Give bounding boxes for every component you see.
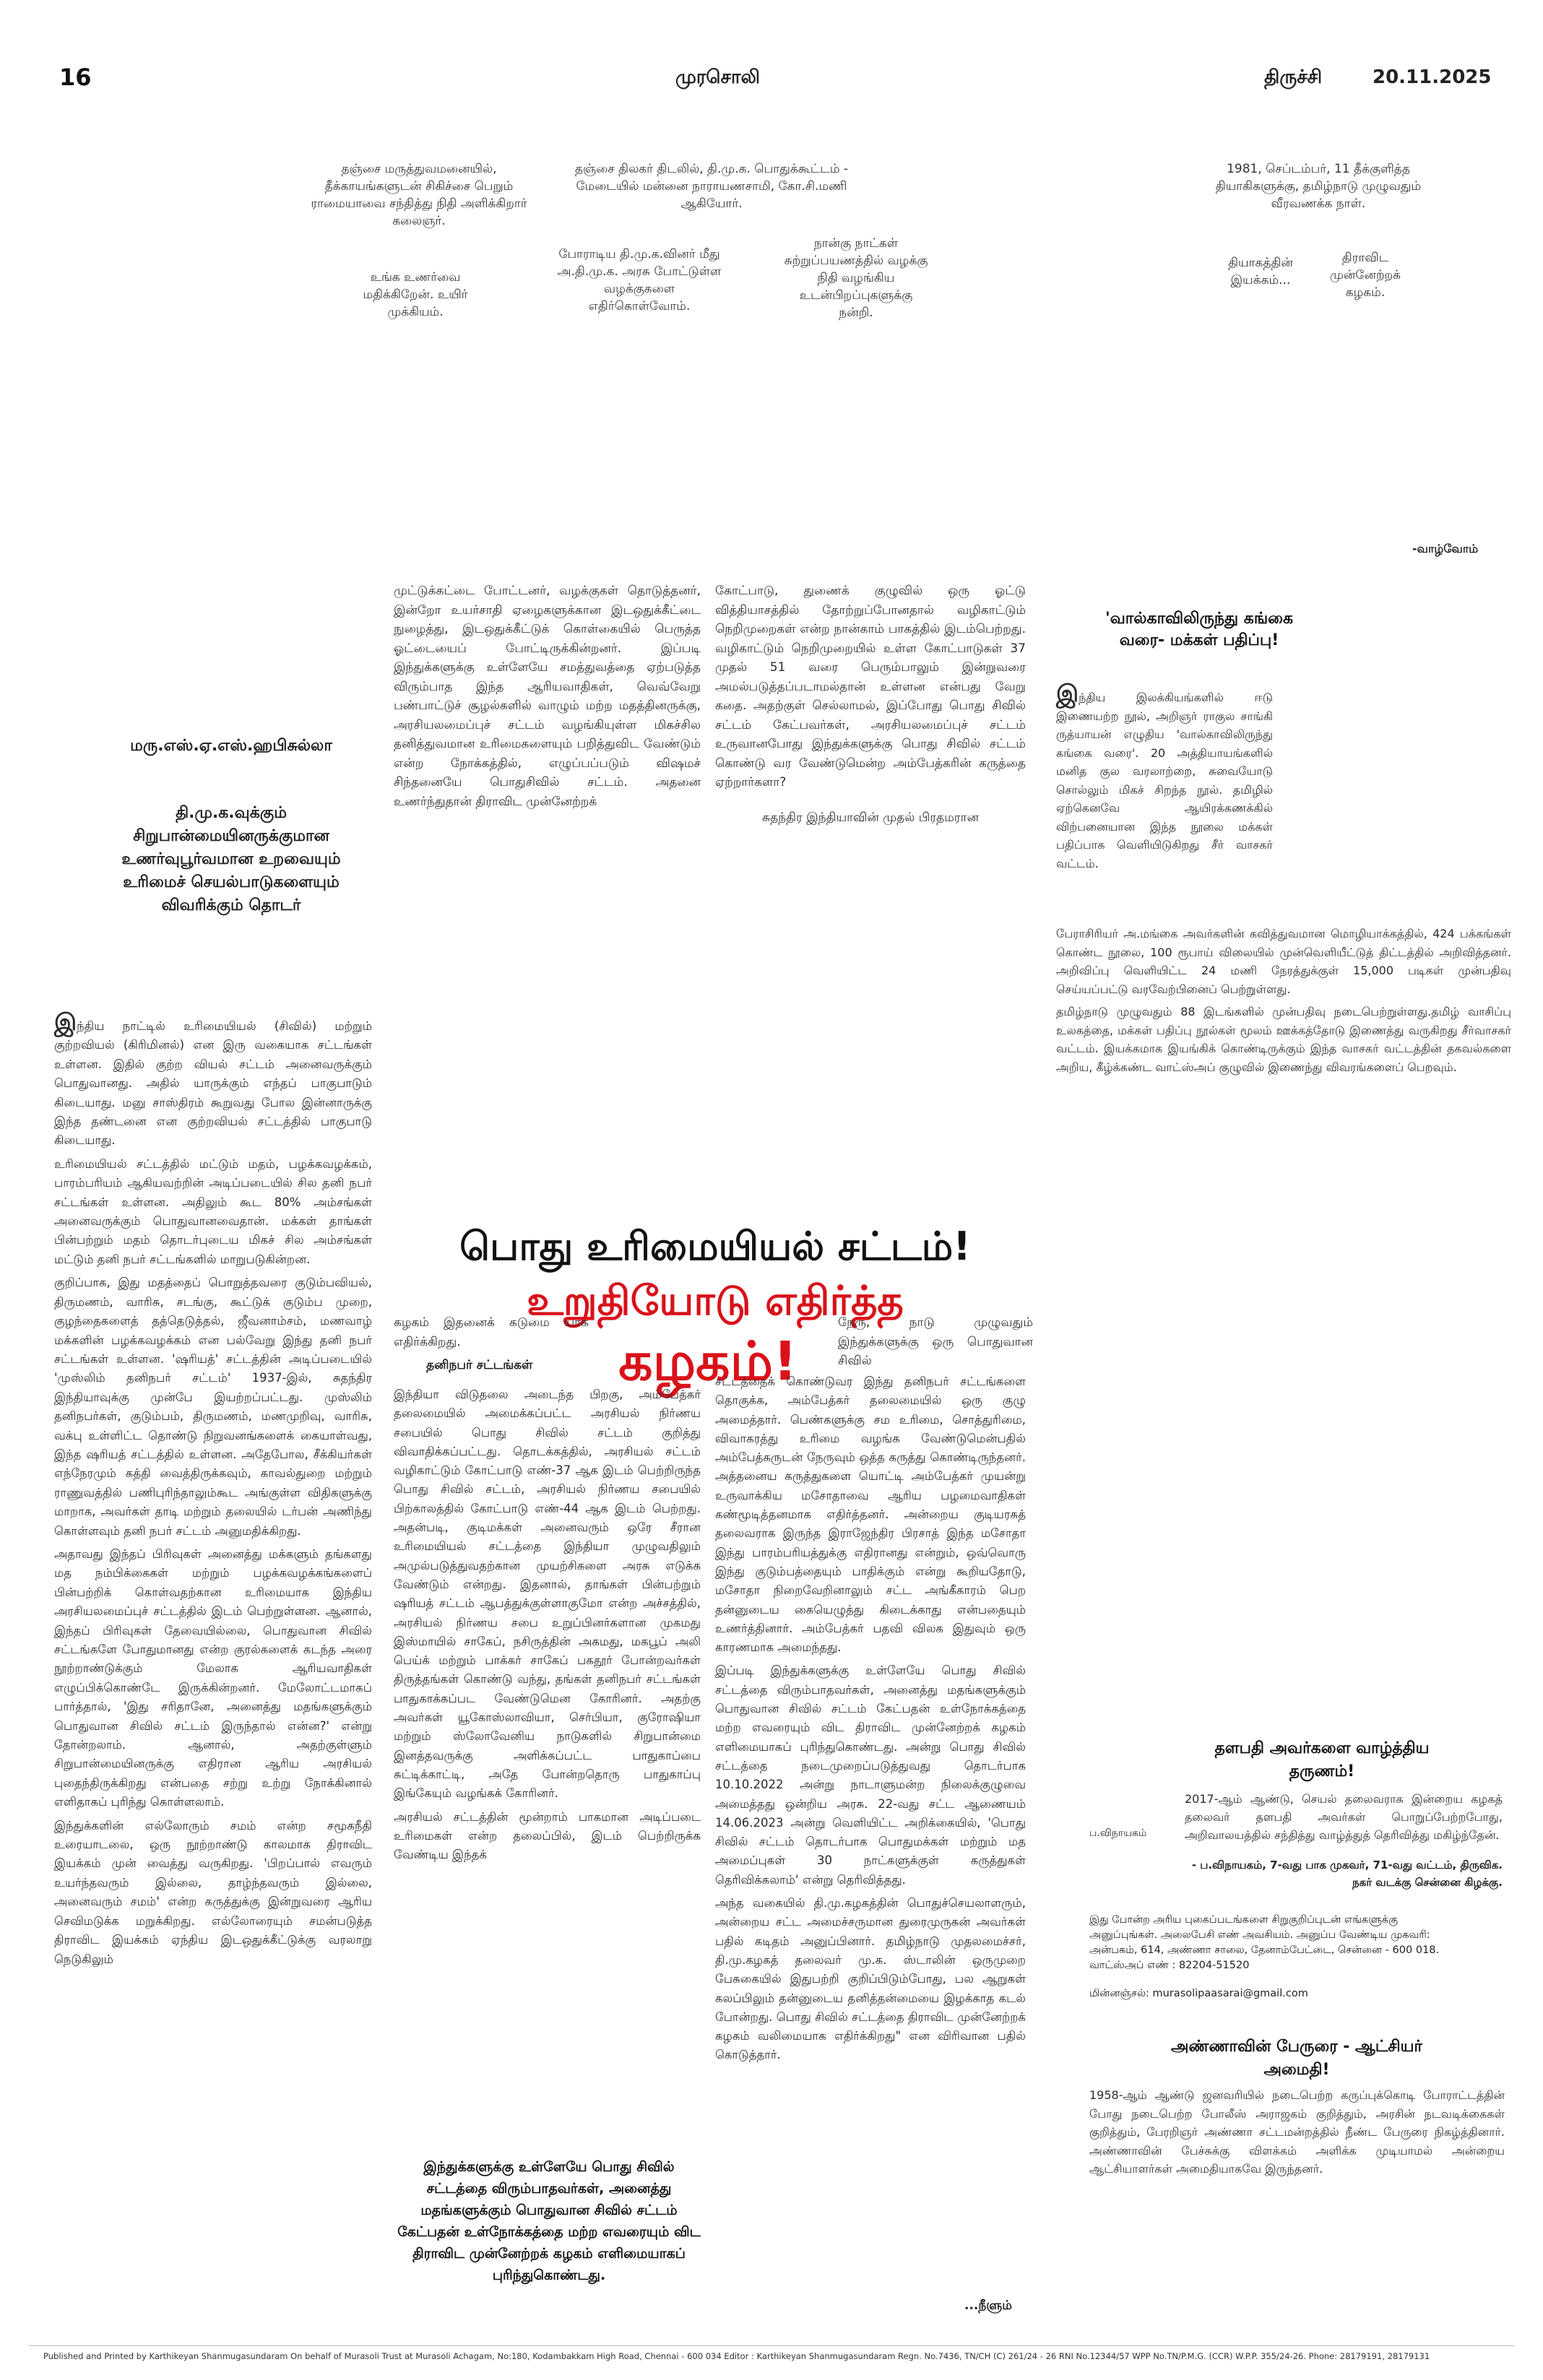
paragraph: இந்தியா விடுதலை அடைந்த பிறகு, அம்பேத்கர் தலைமையில் அமைக்கப்பட்ட அரசியல் நிர்ணய சபையில் பொது சிவில் சட்டம் குறித்து விவாதிக்கப்பட்டது. தொடக்கத்தில், அரசியல் சட்டம் வழிகாட்டும் கோட்பாடு எண்-37 ஆக இடம் பெற்றிருந்த பொது சிவில் சட்டம், அரசியல் நிர்ணய சபையில் பிற்காலத்தில் கோட்பாடு எண்-44 ஆக இடம் பெற்றது. அதன்படி, குடிமக்கள் அனைவரும் ஒரே சீரான உரிமையியல் சட்டத்தை இந்தியா முழுவதிலும் அமுல்படுத்துவதற்கான முயற்சிகளை அரசு எடுக்க வேண்டும் என்றது. இதனால், தாங்கள் பின்பற்றும் ஷரியத் சட்டம் ஆபத்துக்குள்ளாகுமோ என்ற அச்சத்தில், அரசியல் நிர்ணய சபை உறுப்பினர்களான முகமது இஸ்மாயில் சாகேப், நசிருத்தின் அகமது, மகபூப் அலி பெய்க் மற்றும் பாக்கர் சாகேப் பகதூர் போன்றவர்கள் திருத்தங்கள் கொண்டு வந்து, தங்கள் தனிநபர் சட்டங்கள் பாதுகாக்கப்பட வேண்டுமென கோரினர். அதற்கு அவர்கள் யூகோஸ்லாவியா, செர்பியா, குரோஷியா மற்றும் ஸ்லோவேனிய நாடுகளில் சிறுபான்மை இனத்தவருக்கு அளிக்கப்பட்ட பாதுகாப்பை சுட்டிக்காட்டி, அதே போன்றதொரு பாதுகாப்பு இங்கேயும் வழங்கக் கோரினர். xyxy=(394,1388,701,1801)
photo-caption: தஞ்சை திலகர் திடலில், தி.மு.க. பொதுக்கூட்டம் - மேடையில் மன்னை நாராயணசாமி, கோ.சி.மணி ஆகியோர். xyxy=(574,162,849,211)
intro-line: தி.மு.க.வுக்கும் xyxy=(176,804,287,822)
article-author: மரு.எஸ்.ஏ.எஸ்.ஹபிசுல்லா xyxy=(130,737,332,755)
article-intro xyxy=(79,802,383,917)
photo-caption: உங்க உணர்வை மதிக்கிறேன். உயிர் முக்கியம். xyxy=(363,270,468,319)
paragraph: உரிமையியல் சட்டத்தில் மட்டும் மதம், பழக்கவழக்கம், பாரம்பரியம் ஆகியவற்றின் அடிப்படையில் சில தனி நபர் சட்டங்கள் உள்ளன. அதிலும் கூட 80% அம்சங்கள் அனைவருக்கும் பொதுவானவைதான். மக்கள் தாங்கள் பின்பற்றும் மதம் தொடர்புடைய மிகச் சில அம்சங்கள் மட்டும் தனி நபர் சட்டங்களில் மாறுபடுகின்றன. xyxy=(54,1156,372,1266)
sidebar-item-text: 1958-ஆம் ஆண்டு ஜனவரியில் நடைபெற்ற கருப்புக்கொடி போராட்டத்தின் போது நடைபெற்ற போலீஸ் அராஜகம் குறித்தும், அரசின் நடவடிக்கைகள் குறித்தும், பேரறிஞர் அண்ணா சட்டமன்றத்தில் நீண்ட பேருரை நிகழ்த்தினார். அண்ணாவின் பேச்சுக்கு விளக்கம் அளிக்க முடியாமல் அன்றைய ஆட்சியாளர்கள் அமைதியாகவே இருந்தனர். xyxy=(1089,2088,1505,2176)
sidebar-item-text xyxy=(1056,680,1273,877)
paragraph: முட்டுக்கட்டை போட்டனர், வழக்குகள் தொடுத்தனர், இன்றோ உயர்சாதி ஏழைகளுக்கான இடஒதுக்கீட்டை நுழைத்து, இடஒதுக்கீட்டுக் கொள்கையில் பெருத்த ஓட்டையைப் போட்டிருக்கின்றனர். இப்படி இந்துக்களுக்கு உள்ளேயே சமத்துவத்தை ஏற்படுத்த விரும்பாத இந்த ஆரியவாதிகள், வெவ்வேறு பண்பாட்டுச் சூழல்களில் வாழும் மற்ற மதத்தினருக்கு, அரசியலமைப்புச் சட்டம் வழங்கியுள்ள மிகச்சில தனித்துவமான உரிமைகளையும் பறித்துவிட வேண்டும் என்ற நோக்கத்தில், எழுப்பப்படும் விஷமச் சிந்தனையே பொதுசிவில் சட்டம். அதனை உணர்ந்துதான் திராவிட முன்னேற்றக் xyxy=(394,584,701,809)
intro-line: சிறுபான்மையினருக்குமான xyxy=(133,827,329,845)
masthead-title: முரசொலி xyxy=(675,66,760,88)
continued-marker: ...நீளும் xyxy=(964,2298,1012,2313)
paragraph: இந்திய இலக்கியங்களில் ஈடு இணையற்ற நூல், அறிஞர் ராகுல சாங்கி ருத்யாயன் எழுதிய 'வால்காவிலிருந்து கங்கை வரை'. 20 அத்தியாயங்களில் மனித குல வரலாற்றை, சுவையோடு சொல்லும் மிகச் சிறந்த நூல். தமிழில் ஏற்கெனவே ஆயிரக்கணக்கில் விற்பனையான இந்த நூலை மக்கள் பதிப்பாக வெளியிடுகிறது சீர் வாசகர் வட்டம். xyxy=(1056,680,1273,870)
edition-city: திருச்சி xyxy=(1264,66,1323,88)
photo-caption: நான்கு நாட்கள் சுற்றுப்பயணத்தில் வழக்கு நிதி வழங்கிய உடன்பிறப்புகளுக்கு நன்றி. xyxy=(784,236,928,320)
article-column-2-bottom xyxy=(394,1385,701,1869)
paragraph: அதாவது இந்தப் பிரிவுகள் அனைத்து மக்களும் தங்களது மத நம்பிக்கைகள் மற்றும் பழக்கவழக்கங்களைப் பின்பற்றிக் கொள்வதற்கான உரிமையாக இந்திய அரசியலமைப்புச் சட்டத்தில் இடம் பெற்றுள்ளன. ஆனால், இந்தப் பிரிவுகள் தேவையில்லை, பொதுவான சிவில் சட்டங்களே போதுமானது என்ற குரல்களைக் கடந்த அரை நூற்றாண்டுக்கும் மேலாக ஆரியவாதிகள் எழுப்பிக்கொண்டே இருக்கின்றனர். மேலோட்டமாகப் பார்த்தால், 'இது சரிதானே, அனைத்து மதங்களுக்கும் பொதுவான சிவில் சட்டம் இருந்தால் என்ன?' என்று தோன்றலாம். ஆனால், அதற்குள்ளும் சிறுபான்மையினருக்கு எதிரான ஆரிய அரசியல் புதைந்திருக்கிறது என்பதை சற்று உற்று நோக்கினால் எளிதாகப் புரிந்து கொள்ளலாம். xyxy=(54,1546,372,1809)
submission-notice: இது போன்ற அரிய புகைப்படங்களை சிறுகுறிப்புடன் எங்களுக்கு அனுப்புங்கள். அலைபேசி எண் அவசியம். அனுப்ப வேண்டிய முகவரி: அன்பகம், 614, அண்ணா சாலை, தேனாம்பேட்டை, சென்னை - 600 018. வாட்ஸ்அப் எண் : 82204-51520 xyxy=(1089,1914,1440,1971)
paragraph: குறிப்பாக, இது மதத்தைப் பொறுத்தவரை குடும்பவியல், திருமணம், வாரிசு, சடங்கு, கூட்டுக் குடும்ப முறை, குழந்தைகளைத் தத்தெடுத்தல், ஜீவனாம்சம், மணவாழ் மக்களின் பழக்கவழக்கம் என பல்வேறு இந்து தனி நபர் சட்டங்கள் உள்ளன. 'ஷரியத்' சட்டத்தின் அடிப்படையில் 'முஸ்லிம் தனிநபர் சட்டம்' 1937-இல், சுதந்திர இந்தியாவுக்கு முன்பே இயற்றப்பட்டது. முஸ்லிம் தனிநபர்கள், குடும்பம், திருமணம், மணமுறிவு, வாரிசு, வக்பு உள்ளிட்ட தொண்டு நிறுவனங்களைக் கையாள்வது, இந்த ஷரியத் சட்டத்தில் உள்ளன. அதேபோல, சீக்கியர்கள் எந்நேரமும் கத்தி வைத்திருக்கவும், காவல்துறை மற்றும் ராணுவத்தில் பணிபுரிந்தாலும்கூட அங்குள்ள விதிகளுக்கு மாறாக, அவர்கள் தாடி மற்றும் தலையில் டர்பன் அணிந்து கொள்ளவும் தனி நபர் சட்டம் அனுமதிக்கிறது. xyxy=(54,1276,372,1538)
sidebar-item-title: தளபதி அவர்களை வாழ்த்திய தருணம்! xyxy=(1214,1739,1430,1780)
intro-line: உரிமைச் செயல்பாடுகளையும் xyxy=(123,873,340,891)
paragraph: இந்திய நாட்டில் உரிமையியல் (சிவில்) மற்றும் குற்றவியல் (கிரிமினல்) என இரு வகையாக சட்டங்கள் உள்ளன. இதில் குற்ற வியல் சட்டம் அனைவருக்கும் பொதுவானது. அதில் யாருக்கும் எந்தப் பாகுபாடும் கிடையாது. மனு சாஸ்திரம் கூறுவது போல இன்னாருக்கு இந்த தண்டனை என குற்றவியல் சட்டத்தில் பாகுபாடு கிடையாது. xyxy=(54,1008,372,1148)
headline-line-3: கழகம்! xyxy=(618,1330,798,1393)
photo-label: ப.விநாயகம் xyxy=(1089,1827,1147,1839)
paragraph: சுதந்திர இந்தியாவின் முதல் பிரதமரான xyxy=(762,810,979,825)
column-3-lead: நேரு, நாடு முழுவதும் இந்துக்களுக்கு ஒரு பொதுவான சிவில் xyxy=(838,1315,1033,1368)
photo-caption: திராவிட முன்னேற்றக் கழகம். xyxy=(1330,251,1401,300)
intro-line: விவரிக்கும் தொடர் xyxy=(161,896,301,914)
intro-line: உணர்வுபூர்வமான உறவையும் xyxy=(121,850,341,868)
article-column-1 xyxy=(54,1008,372,1973)
paragraph: அரசியல் சட்டத்தின் மூன்றாம் பாகமான அடிப்படை உரிமைகள் என்ற தலைப்பில், இடம் பெற்றிருக்க வேண்டிய இந்தக் xyxy=(394,1809,701,1862)
page-number: 16 xyxy=(59,64,92,91)
issue-date: 20.11.2025 xyxy=(1373,66,1492,88)
sign-off: -வாழ்வோம் xyxy=(1412,542,1479,555)
paragraph: தமிழ்நாடு முழுவதும் 88 இடங்களில் முன்பதிவு நடைபெற்றுள்ளது.தமிழ் வாசிப்பு உலகத்தை, மக்கள் பதிப்பு நூல்கள் மூலம் ஊக்கத்தோடு இணைத்து வருகிறது சீர்வாசகர் வட்டம். இயக்கமாக இயங்கிக் கொண்டிருக்கும் இந்த வாசகர் வட்டத்தின் தகவல்களை அறிய, கீழ்க்கண்ட வாட்ஸ்அப் குழுவில் இணைந்து விவரங்களைப் பெறவும். xyxy=(1056,1005,1511,1074)
headline-line-1: பொது உரிமையியல் சட்டம்! xyxy=(459,1224,971,1269)
sidebar-item-text xyxy=(1056,925,1511,1081)
sidebar-item-title: 'வால்காவிலிருந்து கங்கை வரை- மக்கள் பதிப்பு! xyxy=(1105,610,1294,649)
photo-caption: 1981, செப்டம்பர், 11 தீக்குளித்த தியாகிகளுக்கு, தமிழ்நாடு முழுவதும் வீரவணக்க நாள். xyxy=(1215,162,1422,211)
subheading: தனிநபர் சட்டங்கள் xyxy=(426,1358,533,1372)
paragraph: இந்துக்களின் எல்லோரும் சமம் என்ற சமூகநீதி உரையாடலை, ஒரு நூற்றாண்டு காலமாக திராவிட இயக்கம் முன் வைத்து வருகிறது. 'பிறப்பால் எவரும் உயர்ந்தவரும் இல்லை, தாழ்ந்தவரும் இல்லை, அனைவரும் சமம்' என்ற கருத்துக்கு இன்றுவரை ஆரிய செவிமடுக்க மறுக்கிறது. எல்லோரையும் சமன்படுத்த திராவிட இயக்கம் ஏந்திய இடஒதுக்கீட்டுக்கு வரலாறு நெடுகிலும் xyxy=(54,1818,372,1966)
article-column-3-bottom xyxy=(715,1372,1026,2069)
article-column-3-top xyxy=(715,581,1026,831)
article-column-2-top xyxy=(394,581,701,815)
paragraph: பேராசிரியர் அ.மங்கை அவர்களின் கவித்துவமான மொழியாக்கத்தில், 424 பக்கங்கள் கொண்ட நூலை, 100 ரூபாய் விலையில் முன்வெளியீட்டுத் திட்டத்தில் அறிவித்தனர். அறிவிப்பு வெளியிட்ட 24 மணி நேரத்துக்குள் 15,000 படிகள் முன்பதிவு செய்யப்பட்டு வரவேற்பினைப் பெற்றுள்ளது. xyxy=(1056,927,1511,996)
sidebar-item-title: அண்ணாவின் பேருரை - ஆட்சியர் அமைதி! xyxy=(1171,2038,1422,2079)
contact-email[interactable]: மின்னஞ்சல்: murasolipaasarai@gmail.com xyxy=(1089,1988,1308,1999)
footer-divider xyxy=(29,2345,1514,2346)
paragraph: கோட்பாடு, துணைக் குழுவில் ஒரு ஓட்டு வித்தியாசத்தில் தோற்றுப்போனதால் வழிகாட்டும் நெறிமுறைகள் என்ற நான்காம் பாகத்தில் இடம்பெற்றது. வழிகாட்டும் நெறிமுறையில் உள்ள கோட்பாடுகள் 37 முதல் 51 வரை பெரும்பாலும் இன்றுவரை அமல்படுத்தப்படாமல்தான் உள்ளன என்பது வேறு கதை. அதற்குள் செல்லாமல், இப்போது பொது சிவில் சட்டம் கேட்பவர்கள், அரசியலமைப்புச் சட்டம் உருவானபோது இந்துக்களுக்கு பொது சிவில் சட்டம் கொண்டு வர வேண்டுமென்ற அம்பேத்கரின் கருத்தை ஏற்றார்களா? xyxy=(715,584,1026,789)
photo-caption: தஞ்சை மருத்துவமனையில், தீக்காயங்களுடன் சிகிச்சை பெறும் ராமையாவை சந்தித்து நிதி அளிக்கிறார் கலைஞர். xyxy=(311,162,527,228)
photo-caption: போராடிய தி.மு.க.வினர் மீது அ.தி.மு.க. அரசு போட்டுள்ள வழக்குகளை எதிர்கொள்வோம். xyxy=(557,247,722,313)
column-2-lead: கழகம் இதனைக் கடுமை யாக எதிர்க்கிறது. xyxy=(394,1315,589,1349)
sidebar-signature: - ப.விநாயகம், 7-வது பாக முகவர், 71-வது வட்டம், திருவிக. நகர் வடக்கு சென்னை கிழக்கு. xyxy=(1191,1858,1503,1889)
paragraph: அந்த வகையில் தி.மு.கழகத்தின் பொதுச்செயலாளரும், அன்றைய சட்ட அமைச்சருமான துரைமுருகன் அவர்கள் பதில் கடிதம் அனுப்பினார். தமிழ்நாடு முதலமைச்சர், தி.மு.கழகத் தலைவர் மு.க. ஸ்டாலின் ஒருமுறை பேசுகையில் இதுபற்றி குறிப்பிடும்போது, பல ஆறுகள் கலப்பிலும் தன்னுடைய தனித்தன்மையை இழக்காத கடல் போன்றது. பொது சிவில் சட்டத்தை திராவிட முன்னேற்றக் கழகம் வலிமையாக எதிர்க்கிறது" என விரிவான பதில் கொடுத்தார். xyxy=(715,1896,1026,2062)
sidebar-item-text: 2017-ஆம் ஆண்டு, செயல் தலைவராக இன்றைய கழகத் தலைவர் தளபதி அவர்கள் பொறுப்பேற்றபோது, அறிவாலயத்தில் சந்தித்து வாழ்த்துத் தெரிவித்து மகிழ்ந்தேன். xyxy=(1185,1792,1503,1842)
photo-caption: தியாகத்தின் இயக்கம்... xyxy=(1228,256,1293,287)
headline-line-2: உறுதியோடு எதிர்த்த xyxy=(527,1278,904,1325)
pull-quote: இந்துக்களுக்கு உள்ளேயே பொது சிவில் சட்டத்தை விரும்பாதவர்கள், அனைத்து மதங்களுக்கும் பொதுவான சிவில் சட்டம் கேட்பதன் உள்நோக்கத்தை மற்ற எவரையும் விட திராவிட முன்னேற்றக் கழகம் எளிமையாகப் புரிந்துகொண்டது. xyxy=(397,2159,701,2283)
imprint-line: Published and Printed by Karthikeyan Shanmugasundaram On behalf of Murasoli Trust at Murasoli Achagam, No:180, Kodambakkam High Road, Chennai - 600 034 Editor : Karthikeyan Shanmugasundaram Regn. No.7436, TN/CH (C) 261/24 - 26 RNI No.12344/57 WPP No.TN/P.M.G. (CCR) W.P.P. 355/24-26. Phone: 28179191, 28179131 xyxy=(43,2351,1430,2361)
paragraph: சட்டத்தைக் கொண்டுவர இந்து தனிநபர் சட்டங்களை தொகுக்க, அம்பேத்கர் தலைமையில் ஒரு குழு அமைத்தார். பெண்களுக்கு சம உரிமை, சொத்துரிமை, விவாகரத்து உரிமை வழங்க வேண்டுமென்பதில் அம்பேத்கருடன் நேருவும் ஒத்த கருத்து கொண்டிருந்தனர். அத்தனைய கருத்துகளை யொட்டி அம்பேத்கர் முயன்று உருவாக்கிய மசோதாவை ஆரிய பழமைவாதிகள் கண்மூடித்தனமாக எதிர்த்தனர். அன்றைய குடியரசுத் தலைவராக இருந்த இராஜேந்திர பிரசாத் இந்த மசோதா இந்து பாரம்பரியத்துக்கு எதிரானது என்றும், ஒவ்வொரு இந்து குடும்பத்தையும் பாதிக்கும் என்று கூறியதோடு, மசோதா நிறைவேறினாலும் சட்ட அங்கீகாரம் பெற தன்னுடைய கையெழுத்து கிடைக்காது என்பதையும் உணர்த்தினார். அம்பேத்கர் பதவி விலக இதுவும் ஒரு காரணமாக அமைந்தது. xyxy=(715,1375,1026,1655)
paragraph: இப்படி இந்துக்களுக்கு உள்ளேயே பொது சிவில் சட்டத்தை விரும்பாதவர்கள், அனைத்து மதங்களுக்கும் பொதுவான சிவில் சட்டம் கேட்பதன் உள்நோக்கத்தை மற்ற எவரையும் விட திராவிட முன்னேற்றக் கழகம் எளிமையாகப் புரிந்துகொண்டது. அன்று பொது சிவில் சட்டத்தை நடைமுறைப்படுத்துவது தொடர்பாக 10.10.2022 அன்று நாடாளுமன்ற நிலைக்குழுவை அமைத்தது ஒன்றிய அரசு. 22-வது சட்ட ஆணையம் 14.06.2023 அன்று வெளியிட்ட அறிக்கையில், 'பொது சிவில் சட்டம் தொடர்பாக பொதுமக்கள் மற்றும் மத அமைப்புகள் 30 நாட்களுக்குள் கருத்துகள் தெரிவிக்கலாம்' என்று தெரிவித்தது. xyxy=(715,1663,1026,1887)
